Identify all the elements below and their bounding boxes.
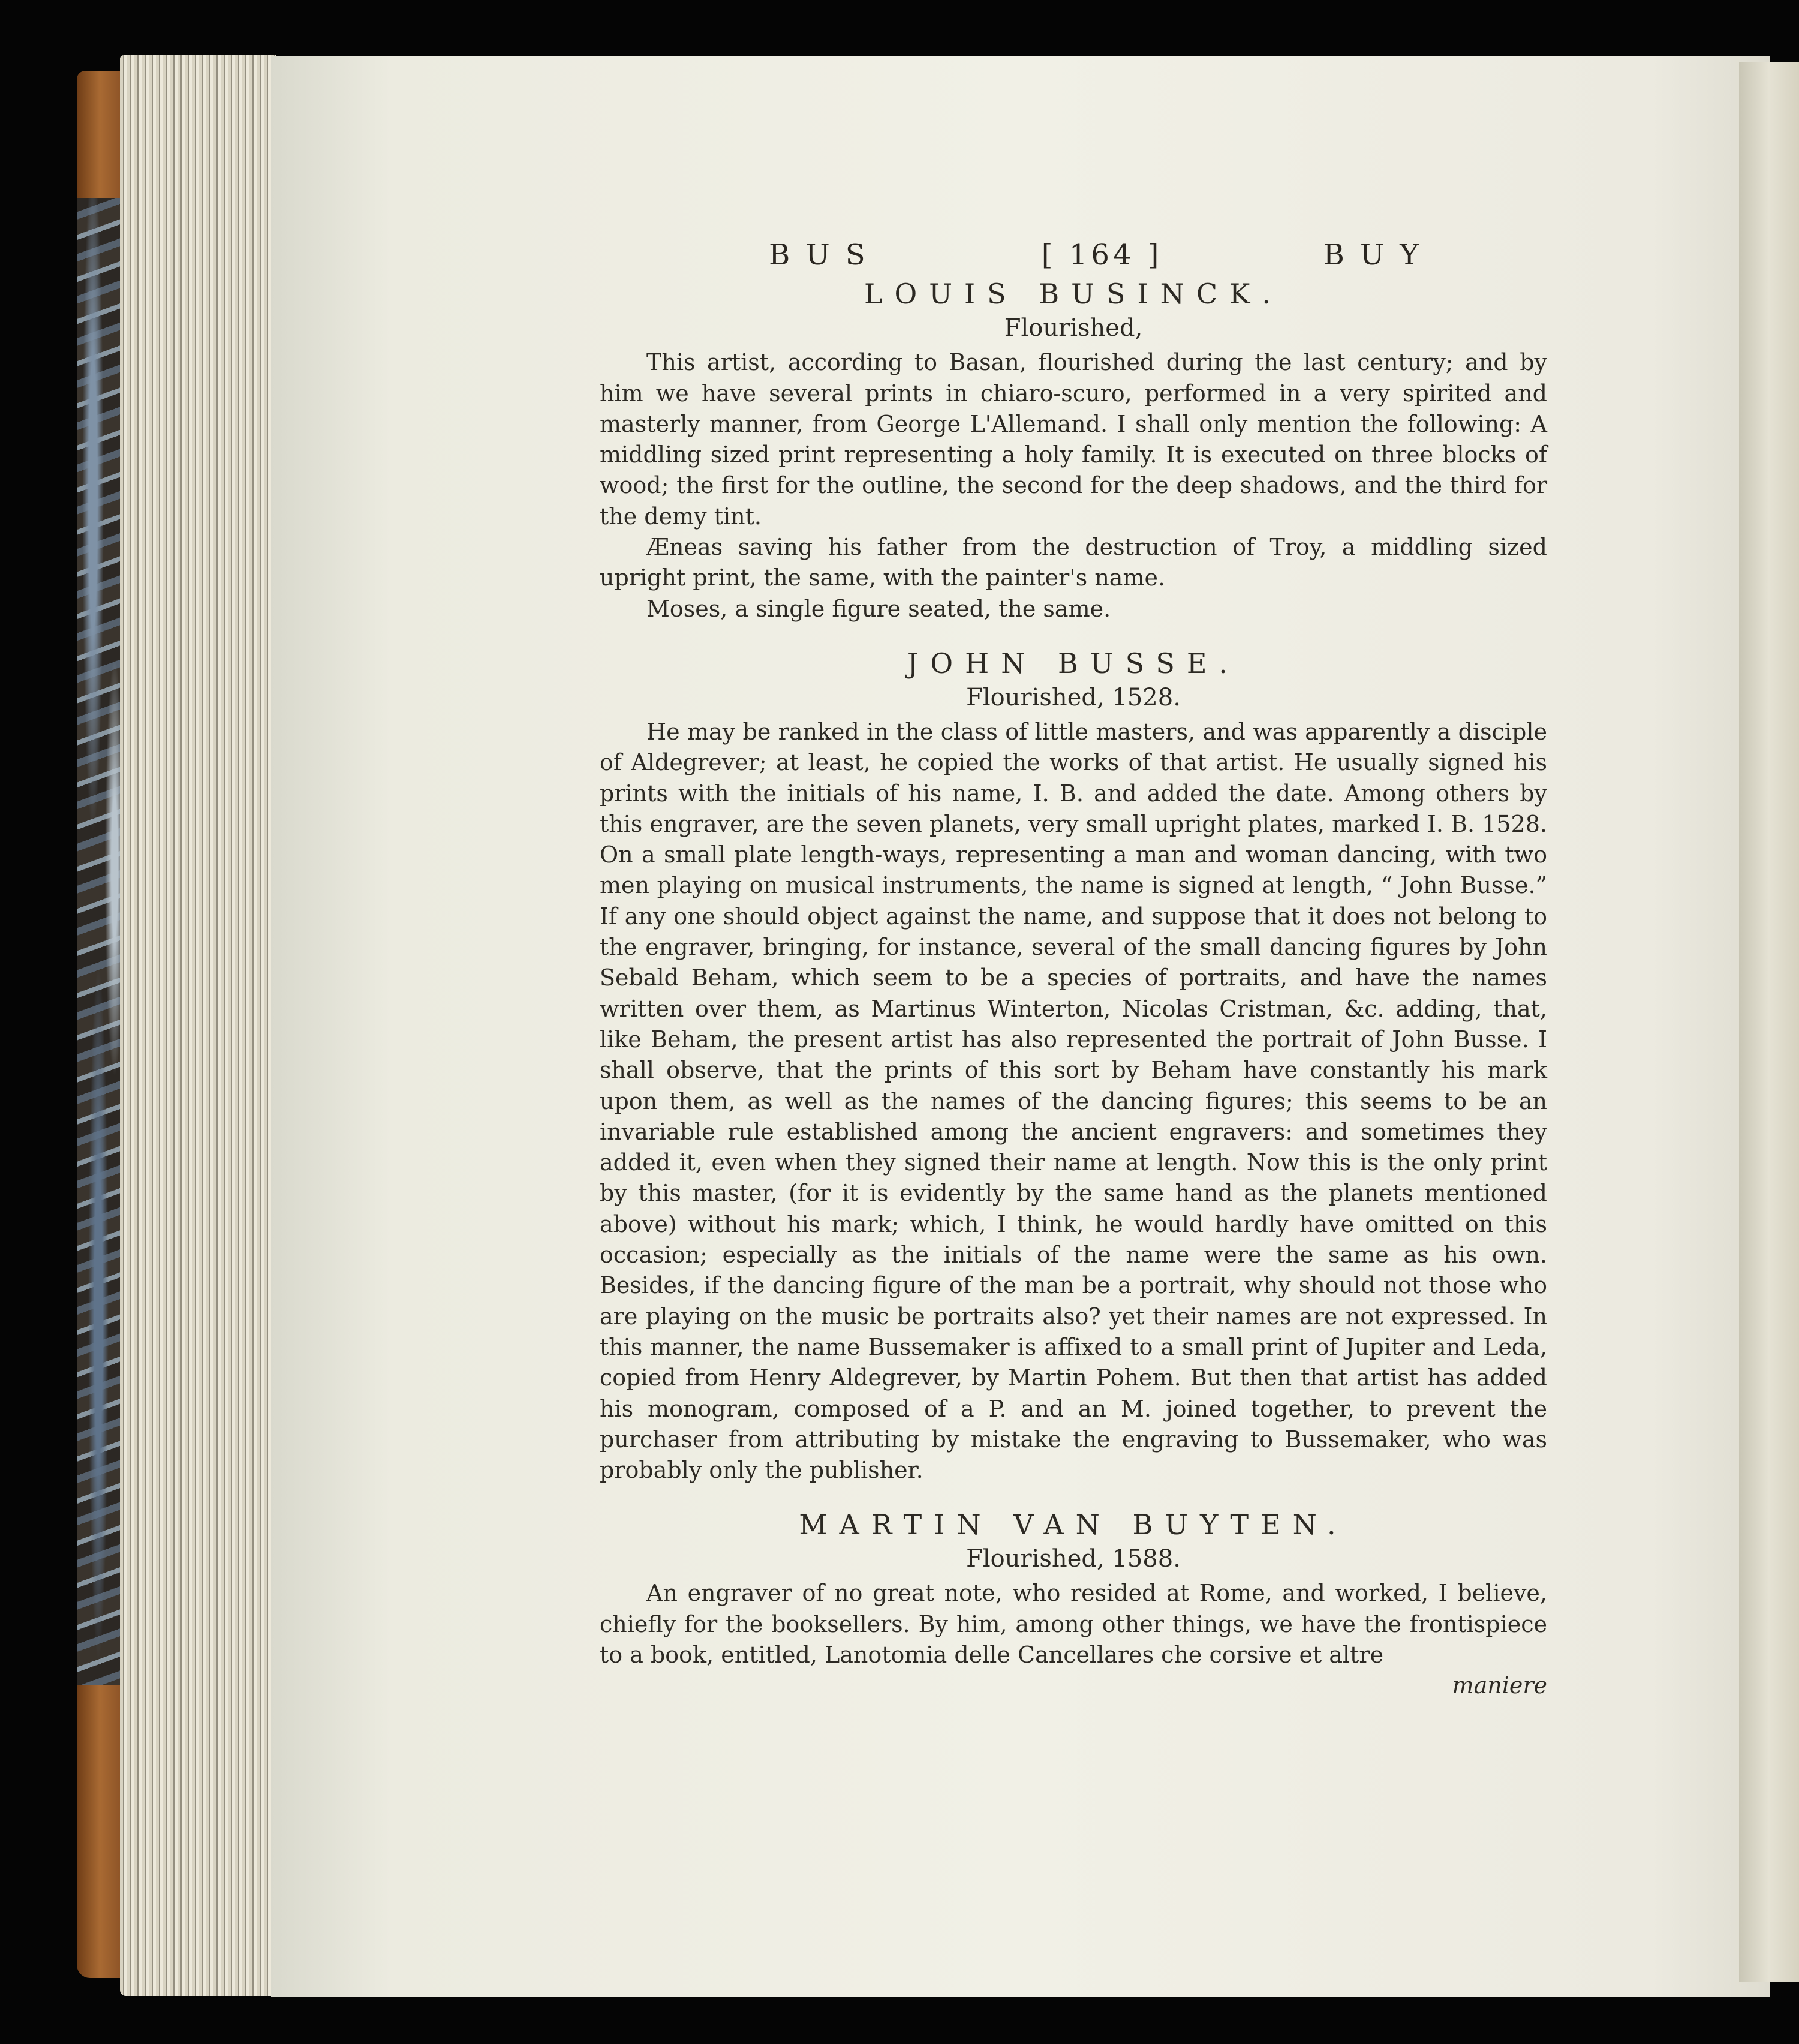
entry-busse [600,646,1547,1486]
entry-flourished: Flourished, 1588. [966,1545,1181,1573]
entry-paragraph: Æneas saving his father from the destruction of Troy, a middling sized upright print, the same, with the painter's name. [600,534,1547,591]
entry-title: JOHN BUSSE. [907,647,1240,680]
entry-van-buyten [600,1507,1547,1670]
entry-businck [600,276,1547,624]
running-head-left: BUS [769,238,881,272]
running-head [769,240,1434,270]
entry-title: MARTIN VAN BUYTEN. [799,1508,1348,1541]
page-edges [120,55,276,1996]
next-page-edge [1739,62,1799,1982]
running-head-right: BUY [1323,238,1434,272]
entry-paragraph: This artist, according to Basan, flourished during the last century; and by him we have several prints in chiaro-scuro, performed in a very spirited and masterly manner, from George L'Allemand. I shall only mention the following: A middling sized print representing a holy family. It is executed on three blocks of wood; the first for the outline, the second for the deep shadows, and the third for the demy tint. [600,349,1547,530]
entry-flourished: Flourished, 1528. [966,683,1181,711]
entry-paragraph: Moses, a single figure seated, the same. [646,595,1111,622]
entry-title: LOUIS BUSINCK. [864,278,1283,311]
text-block [600,240,1547,1702]
entry-paragraph: An engraver of no great note, who resided at Rome, and worked, I believe, chiefly for the booksellers. By him, among other things, we have the frontispiece to a book, entitled, Lanotomia delle Cancellares che corsive et altre [600,1580,1547,1668]
page-number: [ 164 ] [1041,238,1163,272]
catchword: maniere [1452,1672,1547,1699]
entry-paragraph: He may be ranked in the class of little masters, and was apparently a disciple of Aldegrever; at least, he copied the works of that artist. He usually signed his prints with the initials of his name, I. B. and added the date. Among others by this engraver, are the seven planets, very small upright plates, marked I. B. 1528. On a small plate length-ways, representing a man and woman dancing, with two men playing on musical instruments, the name is signed at length, “ John Busse.” If any one should object against the name, and suppose that it does not belong to the engraver, bringing, for instance, several of the small dancing figures by John Sebald Beham, which seem to be a species of portraits, and have the names written over them, as Martinus Winterton, Nicolas Cristman, &c. adding, that, like Beham, the present artist has also represented the portrait of John Busse. I shall observe, that the prints of this sort by Beham have constantly his mark upon them, as well as the names of the dancing figures; this seems to be an invariable rule established among the ancient engravers: and sometimes they added it, even when they signed their name at length. Now this is the only print by this master, (for it is evidently by the same hand as the planets mentioned above) without his mark; which, I think, he would hardly have omitted on this occasion; especially as the initials of the name were the same as his own. Besides, if the dancing figure of the man be a portrait, why should not those who are playing on the music be portraits also? yet their names are not expressed. In this manner, the name Bussemaker is affixed to a small print of Jupiter and Leda, copied from Henry Aldegrever, by Martin Pohem. But then that artist has added his monogram, composed of a P. and an M. joined together, to prevent the purchaser from attributing by mistake the engraving to Bussemaker, who was probably only the publisher. [600,718,1547,1484]
entry-flourished: Flourished, [1004,314,1143,342]
